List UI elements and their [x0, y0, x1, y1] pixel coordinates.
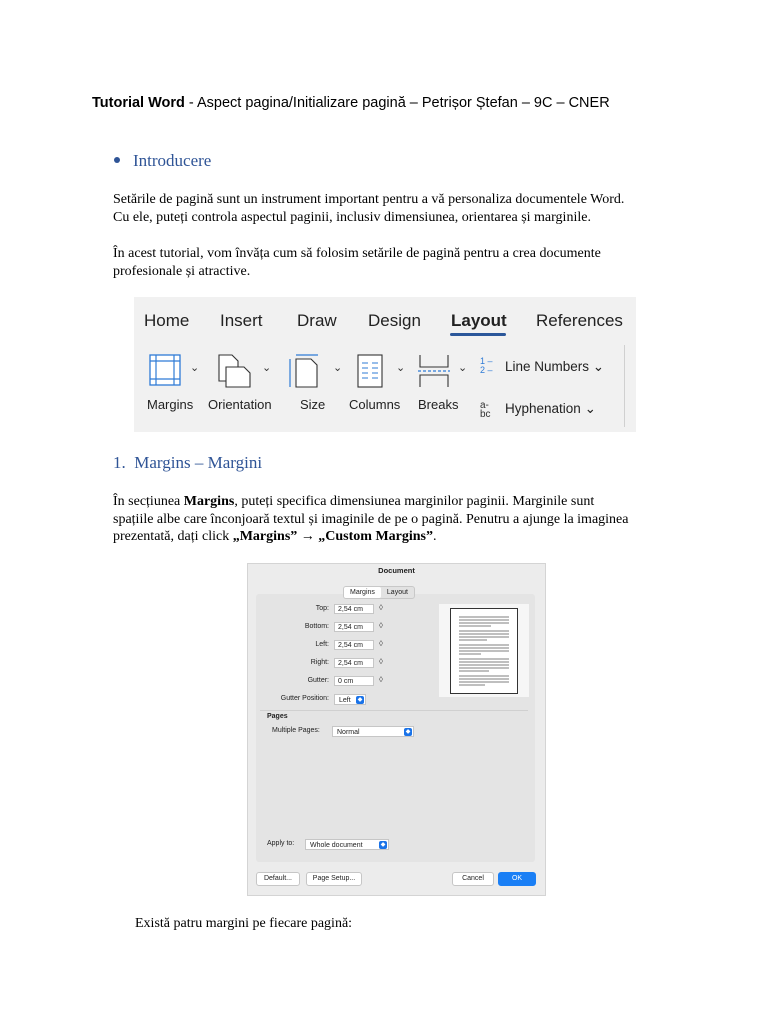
gutter-position-value: Left: [339, 697, 351, 704]
active-tab-indicator: [450, 333, 506, 336]
bottom-stepper-icon[interactable]: ◊: [379, 621, 383, 630]
hyphenation-icon[interactable]: a- bc: [480, 400, 491, 420]
tab-layout[interactable]: Layout: [451, 311, 507, 330]
dialog-panel: [256, 594, 535, 862]
margins-p-l1c: , puteți specifica dimensiunea marginilor paginii. Marginile sunt: [234, 494, 595, 509]
select-arrow-icon: ◆: [380, 842, 386, 848]
ribbon-divider: [624, 345, 625, 427]
apply-to-select[interactable]: [305, 839, 389, 850]
right-label: Right:: [310, 659, 329, 666]
margins-p-line1: [113, 493, 693, 511]
margins-p-l3a: prezentată, dați click: [113, 529, 233, 544]
multiple-pages-select[interactable]: [332, 726, 414, 737]
line-numbers-label: Line Numbers: [505, 359, 590, 374]
pages-heading: Pages: [267, 713, 288, 720]
margins-p-l1a: În secțiunea: [113, 494, 184, 509]
line-numbers-button[interactable]: Line Numbers ⌄: [505, 359, 605, 374]
margins-p-line2: spațiile albe care înconjoară textul și imaginile de pe o pagină. Penutru a ajunge la imaginea: [113, 511, 629, 527]
margins-p-l3c: .: [433, 529, 437, 544]
columns-icon[interactable]: [356, 353, 384, 389]
gutter-stepper-icon[interactable]: ◊: [379, 675, 383, 684]
chevron-down-icon[interactable]: ⌄: [190, 362, 200, 374]
ribbon-screenshot: [134, 297, 636, 432]
multiple-pages-label: Multiple Pages:: [272, 727, 320, 734]
bottom-input[interactable]: 2,54 cm: [334, 622, 374, 632]
page-setup-button[interactable]: Page Setup...: [306, 872, 362, 886]
title-rest: - Aspect pagina/Initializare pagină – Petrișor Ștefan – 9C – CNER: [184, 95, 610, 111]
dialog-tabs: [343, 586, 415, 599]
preview-lines: [451, 609, 517, 693]
intro-paragraph-2: [113, 245, 693, 280]
margins-p-l3b: „Margins” → „Custom Margins”: [232, 529, 433, 544]
ok-button[interactable]: OK: [498, 872, 536, 886]
title-bold: Tutorial Word: [92, 95, 185, 111]
document-title: [92, 95, 610, 111]
gutter-position-select[interactable]: [334, 694, 366, 705]
orientation-icon[interactable]: [216, 353, 254, 389]
gutter-input[interactable]: 0 cm: [334, 676, 374, 686]
margins-p-line3: [113, 528, 693, 546]
size-button[interactable]: Size: [300, 397, 326, 412]
size-icon[interactable]: [288, 353, 324, 389]
tab-design[interactable]: Design: [368, 311, 421, 330]
top-stepper-icon[interactable]: ◊: [379, 603, 383, 612]
top-input[interactable]: 2,54 cm: [334, 604, 374, 614]
apply-to-value: Whole document: [310, 842, 363, 849]
tab-draw[interactable]: Draw: [297, 311, 337, 330]
chevron-down-icon[interactable]: ⌄: [262, 362, 272, 374]
left-label: Left:: [315, 641, 329, 648]
preview-page: [450, 608, 518, 694]
bullet-icon: [114, 157, 120, 163]
hyphenation-button[interactable]: Hyphenation ⌄: [505, 401, 596, 416]
chevron-down-icon[interactable]: ⌄: [458, 362, 468, 374]
orientation-button[interactable]: Orientation: [208, 397, 272, 412]
cancel-button[interactable]: Cancel: [452, 872, 494, 886]
gutter-label: Gutter:: [307, 677, 329, 684]
intro-p1-line2: Cu ele, puteți controla aspectul paginii, inclusiv dimensiunea, orientarea și marginile.: [113, 209, 591, 225]
bottom-label: Bottom:: [304, 623, 329, 630]
dialog-title: Document: [378, 566, 415, 575]
intro-p2-line2: profesionale și atractive.: [113, 263, 251, 279]
intro-p1-line1: Setările de pagină sunt un instrument important pentru a vă personaliza documentele Word.: [113, 192, 625, 207]
tab-layout-dialog[interactable]: Layout: [386, 589, 408, 596]
document-dialog: [247, 563, 546, 896]
intro-heading: [114, 151, 211, 171]
multiple-pages-value: Normal: [337, 729, 360, 736]
top-label: Top:: [315, 605, 329, 612]
right-input[interactable]: 2,54 cm: [334, 658, 374, 668]
breaks-button[interactable]: Breaks: [418, 397, 459, 412]
intro-heading-text: Introducere: [133, 151, 212, 170]
left-input[interactable]: 2,54 cm: [334, 640, 374, 650]
gutter-position-label: Gutter Position:: [280, 695, 329, 702]
margins-icon[interactable]: [148, 353, 182, 387]
breaks-icon[interactable]: [416, 353, 452, 389]
chevron-down-icon[interactable]: ⌄: [333, 362, 343, 374]
left-stepper-icon[interactable]: ◊: [379, 639, 383, 648]
tab-references[interactable]: References: [536, 311, 623, 330]
hyphenation-label: Hyphenation: [505, 401, 581, 416]
footer-text: Există patru margini pe fiecare pagină:: [135, 916, 353, 931]
margins-paragraph: [113, 493, 693, 546]
tab-home[interactable]: Home: [144, 311, 190, 330]
columns-button[interactable]: Columns: [349, 397, 401, 412]
intro-paragraph-1: [113, 191, 693, 226]
margins-p-l1b: Margins: [183, 494, 235, 509]
select-arrow-icon: ◆: [357, 697, 363, 703]
intro-p2-line1: În acest tutorial, vom învăța cum să folosim setările de pagină pentru a crea documente: [113, 246, 601, 261]
tab-insert[interactable]: Insert: [220, 311, 263, 330]
right-stepper-icon[interactable]: ◊: [379, 657, 383, 666]
chevron-down-icon[interactable]: ⌄: [396, 362, 406, 374]
divider: [260, 710, 528, 711]
margins-button[interactable]: Margins: [147, 397, 194, 412]
tab-margins[interactable]: Margins: [344, 587, 381, 598]
select-arrow-icon: ◆: [405, 729, 411, 735]
line-numbers-icon[interactable]: 1 – 2 –: [480, 356, 493, 375]
page-preview: [439, 604, 529, 697]
margins-heading: 1. Margins – Margini: [113, 453, 263, 472]
apply-to-label: Apply to:: [267, 840, 295, 847]
default-button[interactable]: Default...: [256, 872, 300, 886]
